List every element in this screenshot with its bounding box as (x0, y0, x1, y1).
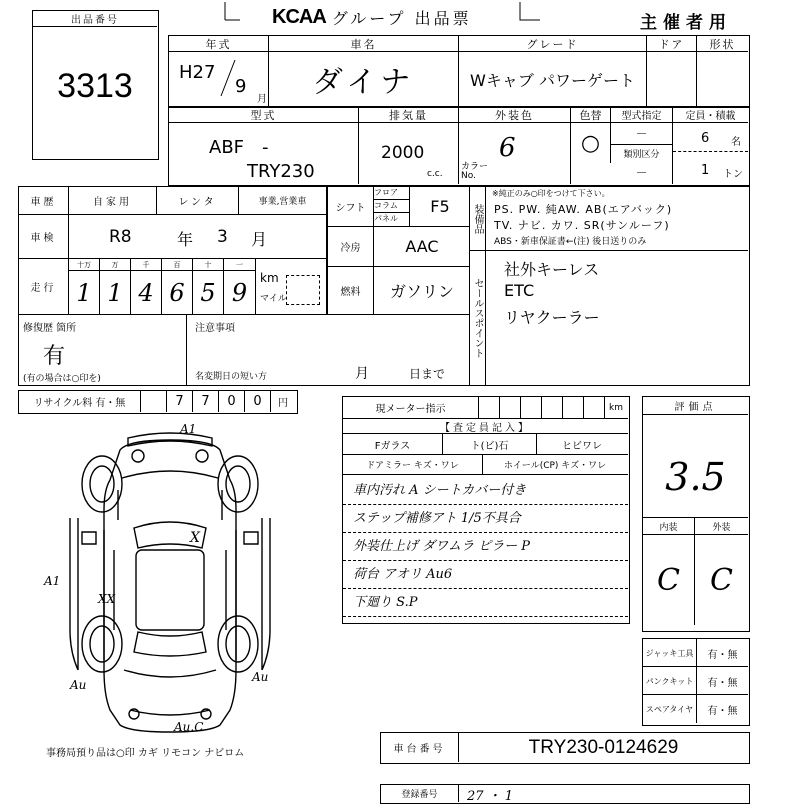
model-cell (169, 123, 359, 184)
tool-row (643, 695, 748, 723)
sales-points-section (469, 251, 748, 385)
mileage-label: 走行 (19, 259, 69, 315)
shift-panel: パネル (374, 214, 398, 223)
displacement-label: 排気量 (359, 107, 459, 123)
model-designation-label: 型式指定 (611, 107, 673, 123)
tool-label: ジャッキ工具 (643, 639, 697, 667)
displacement-value: 2000 (381, 143, 425, 163)
rental-label: レンタ (157, 187, 239, 215)
ac-label: 冷房 (328, 227, 374, 267)
shift-options (374, 187, 410, 227)
mileage-digit: 9 (231, 279, 248, 307)
inspection-cell (69, 215, 327, 259)
capacity-people-unit: 名 (731, 137, 741, 148)
tool-value: 有・無 (707, 677, 738, 689)
inspection-label: 車検 (19, 215, 69, 259)
mileage-digit: 6 (162, 271, 193, 315)
tool-row (643, 667, 748, 695)
shift-value: F5 (410, 187, 470, 227)
year-cell (169, 52, 269, 106)
capacity-cell (673, 123, 748, 184)
mechanical-column (327, 187, 469, 315)
mileage-digit: 4 (131, 271, 162, 315)
tools-block (642, 638, 750, 726)
private-use-label: 自家用 (69, 187, 157, 215)
meter-label: 現メーター指示 (343, 397, 479, 418)
chassis-label: 車台番号 (381, 733, 459, 762)
mark-au-c: Au.C (174, 720, 204, 734)
bottom-row (380, 784, 750, 804)
mileage-place-label: 百 (162, 259, 193, 271)
month-unit: 月 (257, 94, 267, 105)
mileage-place-label: 一 (236, 261, 243, 269)
recycle-digit-blank (141, 391, 167, 412)
model-label: 型式 (169, 107, 359, 123)
repair-cell (19, 315, 187, 385)
mileage-unit-km: km (260, 271, 279, 285)
kcaa-logo: KCAA (272, 5, 326, 28)
doors-value (647, 52, 697, 106)
mark-a1-left: A1 (44, 574, 61, 588)
meter-digit-cell (542, 397, 563, 418)
category-value: － (635, 165, 648, 180)
sales-points-label: セールスポイント (470, 251, 486, 385)
recycle-digit: 7 (167, 391, 193, 412)
grade-label: グレード (459, 36, 647, 52)
equipment-label: 装備品 (470, 187, 486, 251)
exterior-color-label: 外装色 (459, 107, 571, 123)
interior-label: 内装 (643, 517, 695, 535)
meter-digit-cell (584, 397, 605, 418)
caution-label: 注意事項 (195, 323, 235, 334)
exterior-color-cell (459, 123, 571, 184)
designation-cell (611, 123, 673, 184)
caution-cell (187, 315, 469, 385)
tool-value: 有・無 (707, 705, 738, 717)
title-text: グループ 出品票 (331, 8, 472, 28)
displacement-unit: c.c. (427, 169, 443, 179)
history-label: 車歴 (19, 187, 69, 215)
inspection-era: R8 (109, 227, 132, 247)
meter-digit-cell (521, 397, 542, 418)
grade-label: 評価点 (643, 397, 748, 415)
equipment-row1: PS. PW. 純AW. AB(エアバック) (494, 203, 673, 216)
grades-block (642, 396, 750, 632)
chassis-row (380, 732, 750, 764)
meter-unit: km (609, 402, 623, 413)
sales-point-1: 社外キーレス (504, 260, 600, 279)
mileage-digit: 1 (100, 271, 131, 315)
tool-row (643, 639, 748, 667)
inspector-note: ステップ補修アト 1/5不具合 (343, 505, 628, 533)
inspection-month: 3 (217, 227, 228, 247)
inspection-month-unit: 月 (251, 230, 268, 249)
car-diagram (10, 420, 320, 760)
meter-digit-cell (563, 397, 584, 418)
recycle-unit: 円 (278, 398, 288, 409)
year-month: 9 (235, 76, 247, 97)
sales-point-3: リヤクーラー (504, 308, 600, 327)
chassis-number: TRY230-0124629 (528, 736, 679, 758)
capacity-load-unit: トン (723, 169, 743, 180)
model-code: TRY230 (247, 161, 315, 182)
recycle-row (18, 390, 298, 414)
era-year: H27 (179, 62, 216, 83)
mileage-cell (69, 259, 327, 315)
doors-label: ドア (647, 36, 697, 52)
color-replaced-value: ○ (571, 123, 611, 163)
mark-xx: XX (98, 592, 116, 606)
sales-point-2: ETC (504, 281, 535, 300)
category-label: 類別区分 (623, 149, 660, 160)
equipment-note: ※純正のみ○印をつけて下さい。 (492, 189, 610, 198)
year-label: 年式 (169, 36, 269, 52)
fuel-label: 燃料 (328, 267, 374, 315)
inspection-year-unit: 年 (177, 230, 194, 249)
mileage-digit: 5 (193, 271, 224, 315)
body-type-label: 形状 (697, 36, 748, 52)
tool-label: パンクキット (643, 667, 697, 695)
inspector-note: 車内汚れ A シートカバー付き (343, 477, 628, 505)
commercial-label: 事業,営業車 (239, 187, 327, 215)
equipment-row2: TV. ナビ. カワ. SR(サンルーフ) (494, 219, 670, 232)
name-change-day: 日まで (409, 367, 446, 381)
mileage-place-label: 万 (100, 259, 131, 271)
bottom-label: 登録番号 (381, 785, 459, 802)
recycle-digit: 0 (219, 391, 245, 412)
interior-grade: C (643, 535, 695, 625)
tool-label: スペアタイヤ (643, 695, 697, 723)
grade-score: 3.5 (665, 455, 726, 499)
capacity-label: 定員・積載 (673, 107, 748, 123)
repair-note: (有の場合は○印を) (23, 374, 101, 384)
model-prefix: ABF - (209, 137, 269, 158)
mileage-digit: 1 (69, 271, 100, 315)
mileage-place-label: 千 (131, 259, 162, 271)
color-code-label: カラー No. (461, 162, 489, 181)
shift-floor: フロア (374, 187, 409, 200)
lot-number-value: 3313 (57, 66, 133, 105)
glass-opt-crack: ヒビワレ (562, 441, 602, 452)
mark-a1-top: A1 (180, 422, 197, 436)
exterior-label: 外装 (695, 517, 748, 535)
inspector-section-label: 【査定員記入】 (440, 422, 531, 434)
mileage-place-label: 十 (193, 259, 224, 271)
exterior-grade: C (710, 562, 733, 598)
vehicle-top-table (168, 35, 750, 108)
equipment-row3: ABS・新車保証書←(注) 後日送りのみ (494, 237, 647, 247)
name-change-label: 名変期日の短い方 (195, 372, 268, 382)
history-block (18, 186, 750, 386)
mark-x: X (190, 530, 200, 546)
mirror-label: ドアミラー キズ・ワレ (343, 455, 483, 474)
vehicle-model-table (168, 106, 750, 186)
inspector-note: 下廻り S.P (343, 589, 628, 617)
mileage-unit-mile: マイル (260, 294, 287, 304)
mark-au-right: Au (252, 670, 269, 684)
fuel-value: ガソリン (374, 267, 470, 315)
equipment-section (469, 187, 748, 251)
mileage-place-label: 十万 (69, 259, 100, 271)
glass-opt-chip: ト(ビ)石 (443, 434, 537, 455)
inspector-note: 外装仕上げ ダワムラ ピラー P (343, 533, 628, 561)
name-change-month: 月 (355, 366, 369, 382)
tool-value: 有・無 (707, 649, 738, 661)
inspector-note: 荷台 アオリ Au6 (343, 561, 628, 589)
recycle-digit: 7 (193, 391, 219, 412)
glass-label: Fガラス (343, 434, 443, 455)
lot-number-label: 出品番号 (33, 11, 157, 27)
repair-label: 修復歴 箇所 (23, 323, 77, 334)
car-name-label: 車名 (269, 36, 459, 52)
displacement-cell (359, 123, 459, 184)
exterior-color-value: 6 (499, 133, 516, 163)
repair-value: 有 (43, 344, 66, 369)
capacity-people: 6 (701, 131, 710, 146)
inspector-block (342, 396, 630, 624)
shift-label: シフト (328, 187, 374, 227)
organizer-label: 主催者用 (640, 13, 732, 33)
meter-digit-cell (500, 397, 521, 418)
meter-digit-cell (479, 397, 500, 418)
recycle-label: リサイクル料 有・無 (19, 391, 141, 412)
shift-column: コラム (374, 200, 409, 213)
wheel-label: ホイール(CP) キズ・ワレ (503, 461, 607, 471)
grade-value: Wキャブ パワーゲート (459, 52, 647, 106)
color-no-label: 色替 (571, 107, 611, 123)
bottom-value: 27 ・ 1 (467, 789, 514, 804)
ac-value: AAC (374, 227, 470, 267)
mark-au-left: Au (70, 678, 87, 692)
car-name-value: ダイナ (269, 52, 459, 106)
recycle-digit: 0 (245, 391, 271, 412)
model-designation-value: － (611, 123, 672, 145)
office-note: 事務局預り品は○印 カギ リモコン ナビロム (46, 748, 245, 759)
capacity-load: 1 (701, 163, 710, 178)
